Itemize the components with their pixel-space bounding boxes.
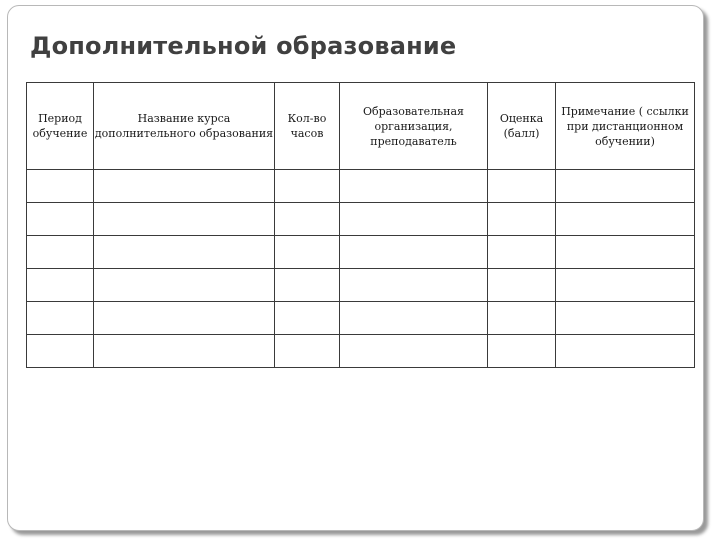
table-cell[interactable] <box>340 203 488 236</box>
table-cell[interactable] <box>340 170 488 203</box>
table-cell[interactable] <box>340 236 488 269</box>
table-cell[interactable] <box>275 203 340 236</box>
table-row <box>27 302 695 335</box>
table-cell[interactable] <box>556 269 695 302</box>
table-cell[interactable] <box>27 302 94 335</box>
table-row <box>27 203 695 236</box>
table-cell[interactable] <box>94 269 275 302</box>
table-cell[interactable] <box>94 335 275 368</box>
table-cell[interactable] <box>27 236 94 269</box>
slide <box>7 5 704 531</box>
table-cell[interactable] <box>340 269 488 302</box>
header-hours: Кол-во часов <box>275 83 340 170</box>
table-cell[interactable] <box>94 302 275 335</box>
table-row <box>27 170 695 203</box>
course-table <box>26 82 695 368</box>
header-organization: Образовательная организация, преподаватель <box>340 83 488 170</box>
table-cell[interactable] <box>488 236 556 269</box>
table-cell[interactable] <box>275 335 340 368</box>
header-note: Примечание ( ссылки при дистанционном обучении) <box>556 83 695 170</box>
table-cell[interactable] <box>556 203 695 236</box>
table-cell[interactable] <box>556 236 695 269</box>
table-cell[interactable] <box>340 335 488 368</box>
table-cell[interactable] <box>275 236 340 269</box>
header-grade: Оценка (балл) <box>488 83 556 170</box>
table-row <box>27 335 695 368</box>
table-cell[interactable] <box>488 302 556 335</box>
table-cell[interactable] <box>556 170 695 203</box>
table-cell[interactable] <box>488 170 556 203</box>
table-cell[interactable] <box>94 236 275 269</box>
table-cell[interactable] <box>488 269 556 302</box>
table-row <box>27 269 695 302</box>
table-row <box>27 236 695 269</box>
page-title: Дополнительной образование <box>30 32 457 60</box>
header-course-name: Название курса дополнительного образования <box>94 83 275 170</box>
table-cell[interactable] <box>27 269 94 302</box>
table-cell[interactable] <box>488 203 556 236</box>
table-cell[interactable] <box>488 335 556 368</box>
table-cell[interactable] <box>556 302 695 335</box>
table-cell[interactable] <box>275 269 340 302</box>
table-cell[interactable] <box>556 335 695 368</box>
table-cell[interactable] <box>27 203 94 236</box>
table-header-row <box>27 83 695 170</box>
table-cell[interactable] <box>275 170 340 203</box>
table-cell[interactable] <box>340 302 488 335</box>
table-cell[interactable] <box>27 170 94 203</box>
table-cell[interactable] <box>94 203 275 236</box>
header-period: Период обучение <box>27 83 94 170</box>
table-cell[interactable] <box>27 335 94 368</box>
table-cell[interactable] <box>94 170 275 203</box>
table-cell[interactable] <box>275 302 340 335</box>
